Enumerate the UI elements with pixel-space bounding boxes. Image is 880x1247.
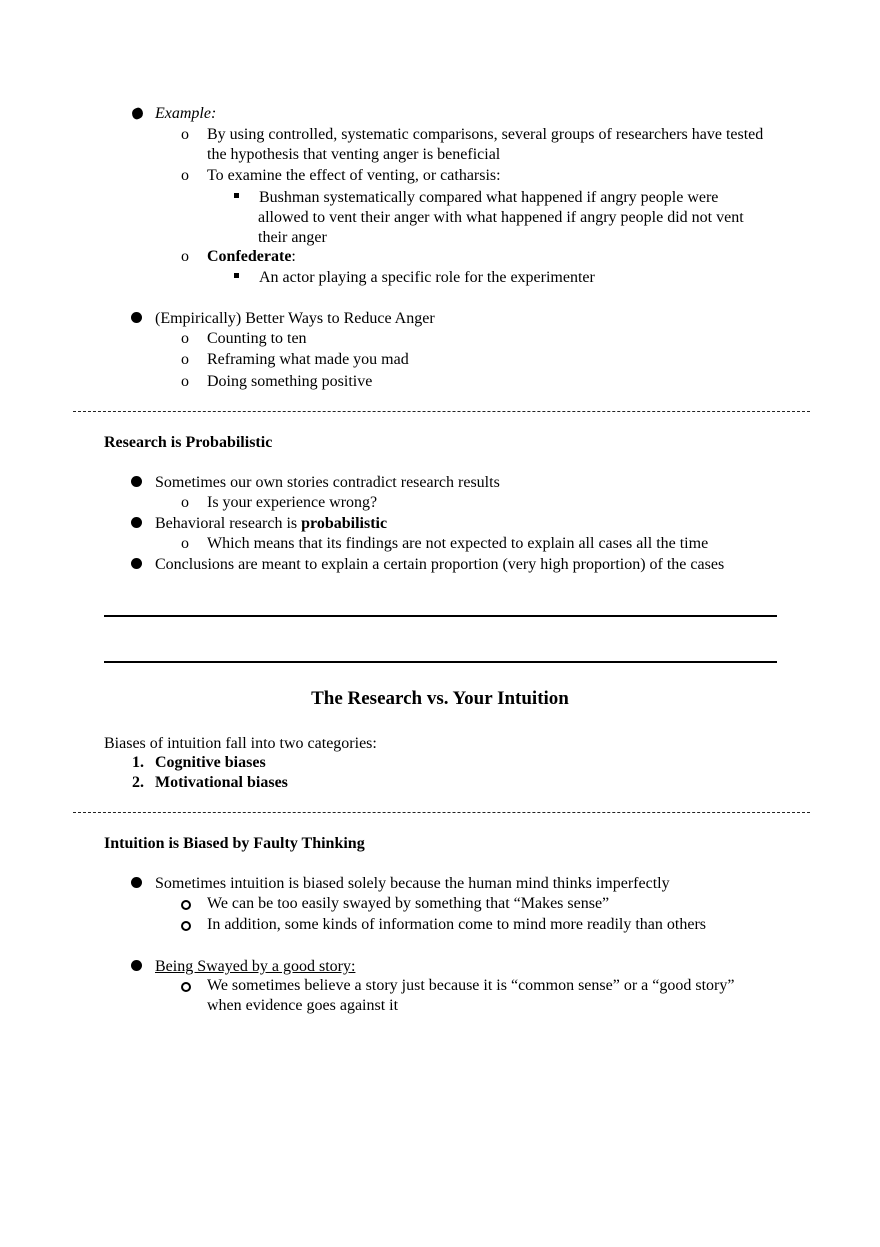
probabilistic-heading bbox=[104, 433, 272, 453]
probabilistic-b2-text: Behavioral research is bbox=[155, 515, 302, 532]
intuition-title-text: The Research vs. Your Intuition bbox=[311, 688, 569, 709]
circle-bullet-icon: o bbox=[181, 167, 189, 184]
circle-bullet-icon bbox=[181, 900, 191, 910]
bullet-icon bbox=[131, 960, 142, 971]
bullet-icon bbox=[131, 476, 142, 487]
way-item: Doing something positive bbox=[207, 373, 373, 390]
probabilistic-heading-text: Research is Probabilistic bbox=[104, 434, 273, 451]
faulty-heading bbox=[104, 834, 365, 854]
category-label: Cognitive biases bbox=[155, 754, 266, 771]
circle-bullet-icon: o bbox=[181, 351, 189, 368]
example-label: Example: bbox=[155, 105, 217, 122]
confederate-definition: An actor playing a specific role for the experimenter bbox=[259, 269, 595, 286]
circle-bullet-icon: o bbox=[181, 126, 189, 143]
bullet-icon bbox=[131, 877, 142, 888]
circle-bullet-icon: o bbox=[181, 373, 189, 390]
dashed-divider bbox=[73, 411, 810, 412]
circle-bullet-icon bbox=[181, 982, 191, 992]
confederate-line bbox=[207, 247, 296, 267]
circle-bullet-icon bbox=[181, 921, 191, 931]
horizontal-rule bbox=[104, 661, 777, 663]
example-sub-2: To examine the effect of venting, or catharsis: bbox=[207, 167, 501, 184]
probabilistic-bullet-3: Conclusions are meant to explain a certain proportion (very high proportion) of the cases bbox=[155, 556, 725, 573]
probabilistic-sub-1: Is your experience wrong? bbox=[207, 494, 378, 511]
category-item bbox=[155, 773, 288, 793]
faulty-sub: In addition, some kinds of information come to mind more readily than others bbox=[207, 916, 707, 933]
intuition-intro: Biases of intuition fall into two categories: bbox=[104, 735, 377, 752]
faulty-sub: We can be too easily swayed by something that “Makes sense” bbox=[207, 895, 610, 912]
way-item: Counting to ten bbox=[207, 330, 307, 347]
circle-bullet-icon: o bbox=[181, 494, 189, 511]
intuition-title bbox=[0, 688, 880, 710]
category-number: 2. bbox=[132, 774, 144, 791]
horizontal-rule bbox=[104, 615, 777, 617]
bullet-icon bbox=[131, 517, 142, 528]
probabilistic-bullet-1: Sometimes our own stories contradict research results bbox=[155, 474, 500, 491]
square-bullet-icon bbox=[234, 193, 239, 198]
example-sub-1: By using controlled, systematic comparisons, several groups of researchers have tested the hypothesis that venting anger is beneficial bbox=[207, 126, 764, 163]
category-number: 1. bbox=[132, 754, 144, 771]
faulty-bullet-1: Sometimes intuition is biased solely because the human mind thinks imperfectly bbox=[155, 875, 670, 892]
better-ways-heading: (Empirically) Better Ways to Reduce Anger bbox=[155, 310, 435, 327]
faulty-sub-2: We sometimes believe a story just because it is “common sense” or a “good story” when evidence goes against it bbox=[207, 977, 735, 1014]
category-label: Motivational biases bbox=[155, 774, 288, 791]
bullet-icon bbox=[131, 312, 142, 323]
probabilistic-bullet-2 bbox=[155, 514, 387, 534]
confederate-term: Confederate bbox=[207, 248, 292, 265]
probabilistic-term: probabilistic bbox=[301, 515, 388, 532]
faulty-bullet-2: Being Swayed by a good story: bbox=[155, 958, 356, 975]
faulty-heading-text: Intuition is Biased by Faulty Thinking bbox=[104, 835, 365, 852]
circle-bullet-icon: o bbox=[181, 248, 189, 265]
square-bullet-icon bbox=[234, 273, 239, 278]
category-item bbox=[132, 773, 144, 793]
bushman-detail: Bushman systematically compared what happened if angry people were allowed to vent their anger with what happened if angry people did not vent their anger bbox=[258, 189, 744, 246]
circle-bullet-icon: o bbox=[181, 330, 189, 347]
dashed-divider bbox=[73, 812, 810, 813]
category-item bbox=[155, 753, 266, 773]
confederate-colon: : bbox=[291, 248, 296, 265]
category-item bbox=[132, 753, 144, 773]
circle-bullet-icon: o bbox=[181, 535, 189, 552]
bullet-icon bbox=[131, 558, 142, 569]
way-item: Reframing what made you mad bbox=[207, 351, 409, 368]
bullet-icon bbox=[130, 106, 144, 120]
probabilistic-sub-2: Which means that its findings are not expected to explain all cases all the time bbox=[207, 535, 709, 552]
